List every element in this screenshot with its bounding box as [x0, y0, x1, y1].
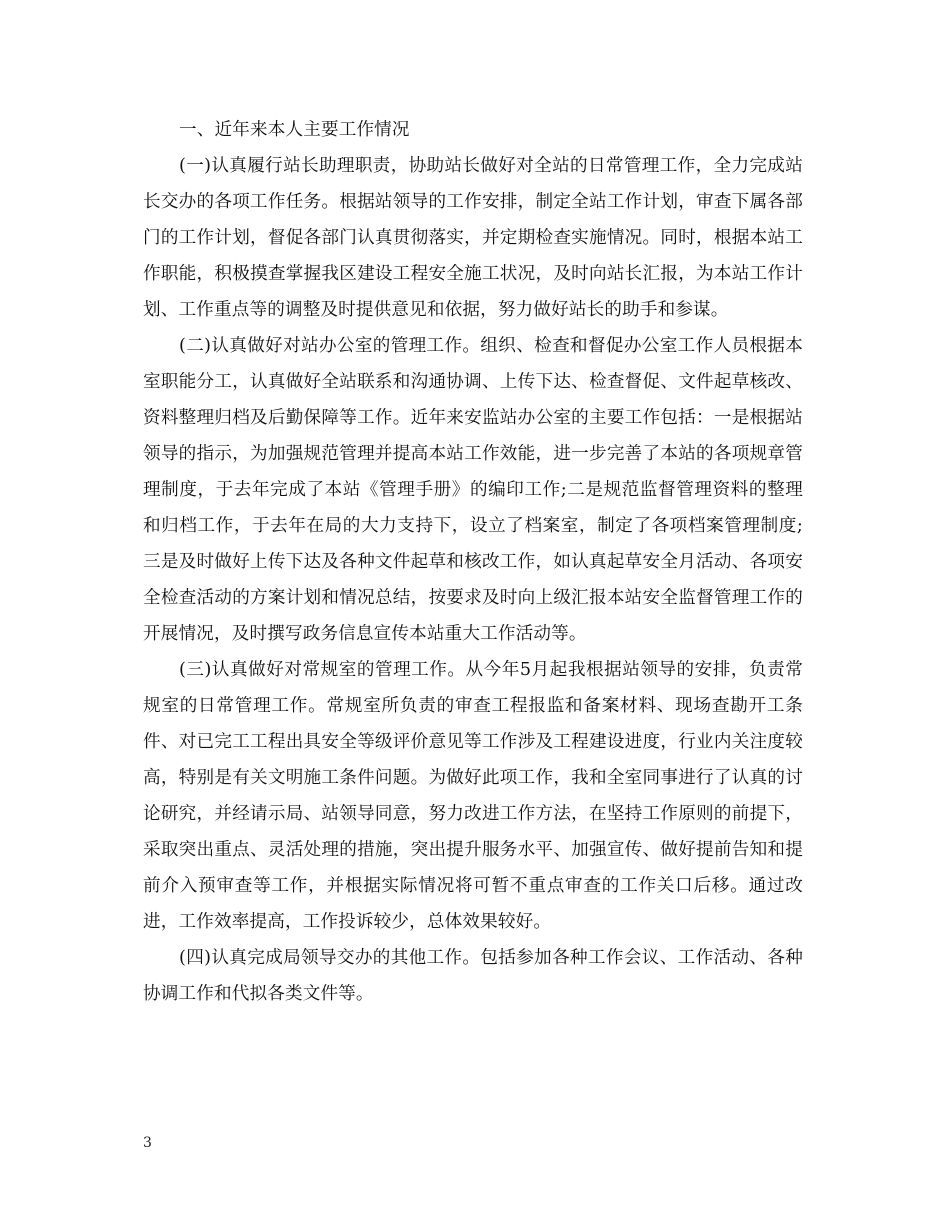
paragraph-4: (四)认真完成局领导交办的其他工作。包括参加各种工作会议、工作活动、各种协调工作和代拟各类文件等。	[143, 948, 803, 1004]
paragraph-2: (二)认真做好对站办公室的管理工作。组织、检查和督促办公室工作人员根据本室职能分工，认真做好全站联系和沟通协调、上传下达、检查督促、文件起草核改、资料整理归档及后勤保障等工作。近年来安监站办公室的主要工作包括：一是根据站领导的指示，为加强规范管理并提高本站工作效能，进一步完善了本站的各项规章管理制度，于去年完成了本站《管理手册》的编印工作;二是规范监督管理资料的整理和归档工作，于去年在局的大力支持下，设立了档案室，制定了各项档案管理制度;三是及时做好上传下达及各种文件起草和核改工作，如认真起草安全月活动、各项安全检查活动的方案计划和情况总结，按要求及时向上级汇报本站安全监督管理工作的开展情况，及时撰写政务信息宣传本站重大工作活动等。	[143, 336, 803, 644]
paragraph-1: (一)认真履行站长助理职责，协助站长做好对全站的日常管理工作，全力完成站长交办的各项工作任务。根据站领导的工作安排，制定全站工作计划，审查下属各部门的工作计划，督促各部门认真贯彻落实，并定期检查实施情况。同时，根据本站工作职能，积极摸查掌握我区建设工程安全施工状况，及时向站长汇报，为本站工作计划、工作重点等的调整及时提供意见和依据，努力做好站长的助手和参谋。	[143, 156, 803, 320]
document-body	[143, 112, 803, 1012]
paragraph-3: (三)认真做好对常规室的管理工作。从今年5月起我根据站领导的安排，负责常规室的日常管理工作。常规室所负责的审查工程报监和备案材料、现场查勘开工条件、对已完工工程出具安全等级评价意见等工作涉及工程建设进度，行业内关注度较高，特别是有关文明施工条件问题。为做好此项工作，我和全室同事进行了认真的讨论研究，并经请示局、站领导同意，努力改进工作方法，在坚持工作原则的前提下，采取突出重点、灵活处理的措施，突出提升服务水平、加强宣传、做好提前告知和提前介入预审查等工作，并根据实际情况将可暂不重点审查的工作关口后移。通过改进，工作效率提高，工作投诉较少，总体效果较好。	[143, 660, 803, 932]
page-number: 3	[143, 1135, 152, 1151]
section-heading: 一、近年来本人主要工作情况	[179, 120, 410, 140]
